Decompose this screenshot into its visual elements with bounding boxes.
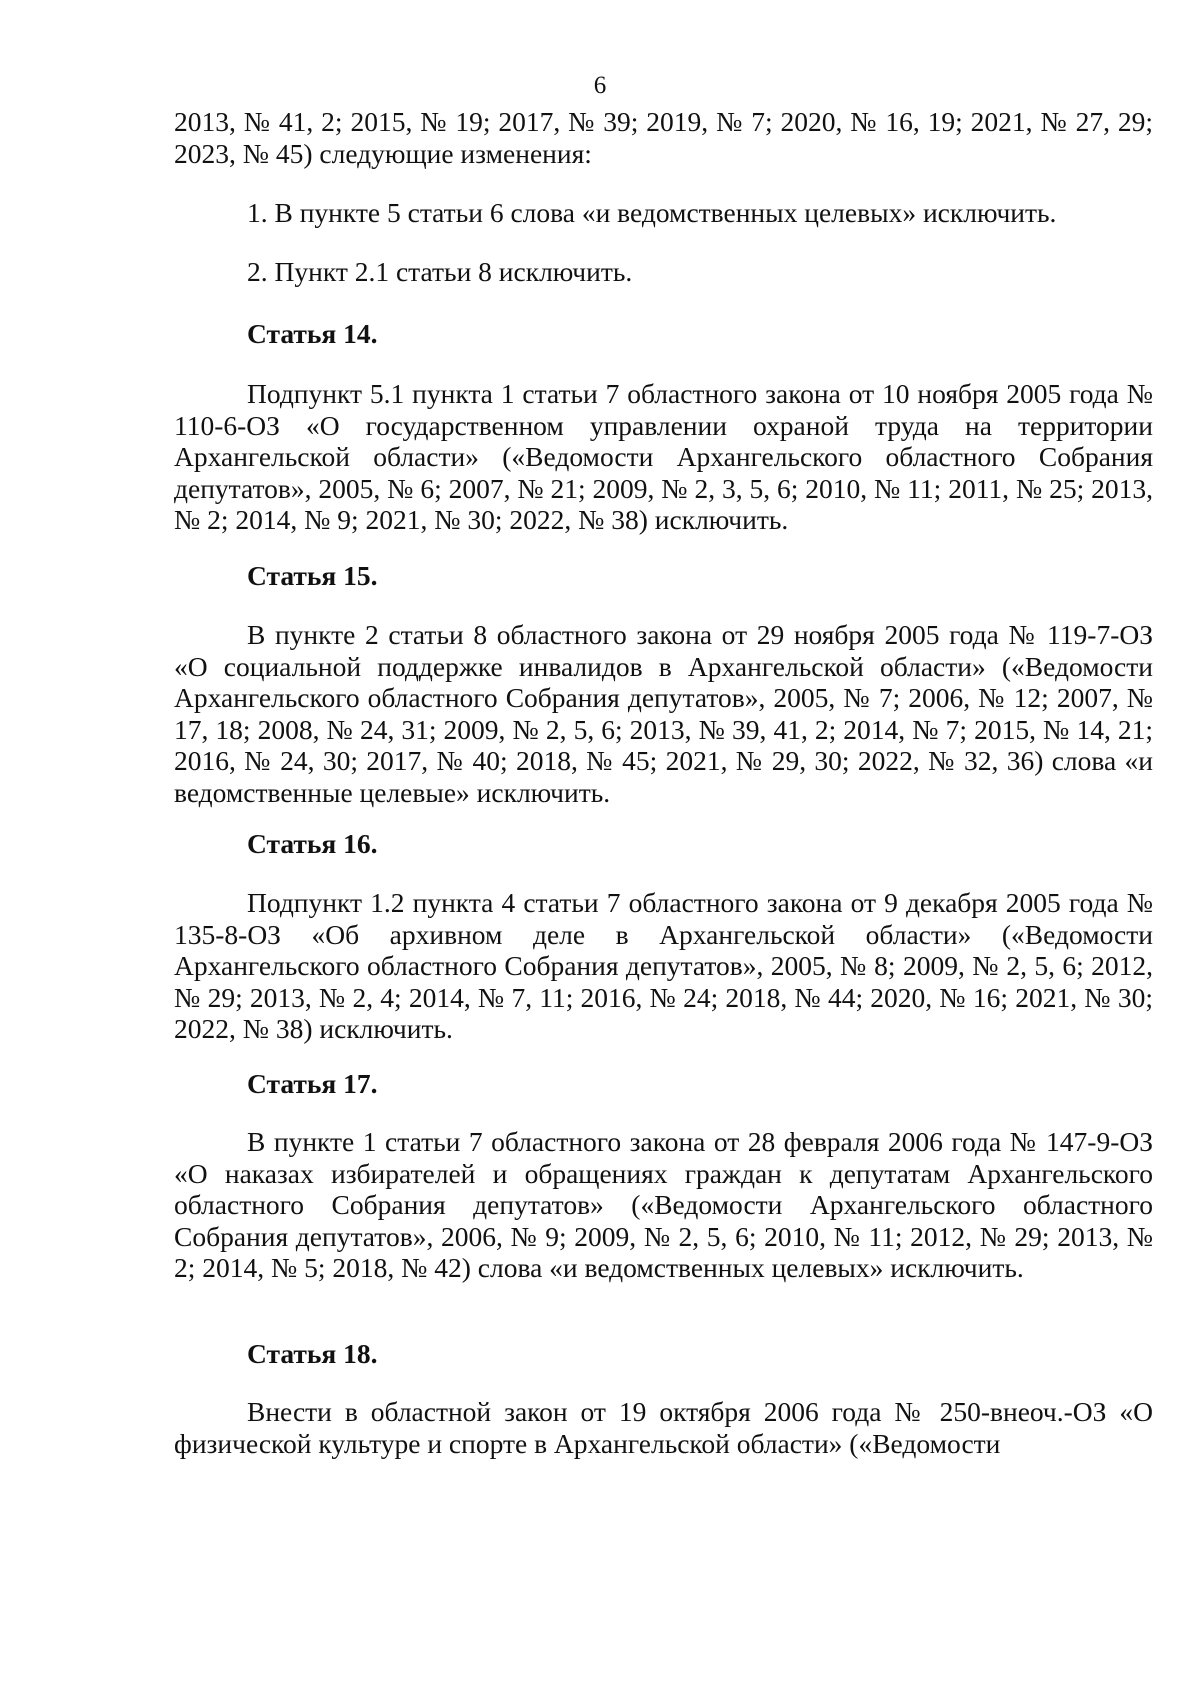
paragraph-item-2: 2. Пункт 2.1 статьи 8 исключить.: [247, 256, 633, 287]
paragraph-article-14: Подпункт 5.1 пункта 1 статьи 7 областного закона от 10 ноября 2005 года № 110-6-ОЗ «О государственном управлении охраной труда на территории Архангельской области» («Ведомости Архангельского областного Собрания депутатов», 2005, № 6; 2007, № 21; 2009, № 2, 3, 5, 6; 2010, № 11; 2011, № 25; 2013, № 2; 2014, № 9; 2021, № 30; 2022, № 38) исключить.: [174, 378, 1153, 536]
paragraph-article-18: Внести в областной закон от 19 октября 2006 года № 250-внеоч.-ОЗ «О физической культуре и спорте в Архангельской области» («Ведомости: [174, 1396, 1153, 1459]
paragraph-item-1: 1. В пункте 5 статьи 6 слова «и ведомственных целевых» исключить.: [247, 197, 1057, 228]
heading-article-16: Статья 16.: [247, 828, 378, 859]
heading-article-14: Статья 14.: [247, 318, 378, 349]
paragraph-amendments-intro: 2013, № 41, 2; 2015, № 19; 2017, № 39; 2019, № 7; 2020, № 16, 19; 2021, № 27, 29; 2023, № 45) следующие изменения:: [174, 106, 1153, 169]
paragraph-article-16: Подпункт 1.2 пункта 4 статьи 7 областного закона от 9 декабря 2005 года № 135-8-ОЗ «Об архивном деле в Архангельской области» («Ведомости Архангельского областного Собрания депутатов», 2005, № 8; 2009, № 2, 5, 6; 2012, № 29; 2013, № 2, 4; 2014, № 7, 11; 2016, № 24; 2018, № 44; 2020, № 16; 2021, № 30; 2022, № 38) исключить.: [174, 887, 1153, 1045]
heading-article-18: Статья 18.: [247, 1338, 378, 1369]
paragraph-article-15: В пункте 2 статьи 8 областного закона от 29 ноября 2005 года № 119-7-ОЗ «О социальной поддержке инвалидов в Архангельской области» («Ведомости Архангельского областного Собрания депутатов», 2005, № 7; 2006, № 12; 2007, № 17, 18; 2008, № 24, 31; 2009, № 2, 5, 6; 2013, № 39, 41, 2; 2014, № 7; 2015, № 14, 21; 2016, № 24, 30; 2017, № 40; 2018, № 45; 2021, № 29, 30; 2022, № 32, 36) слова «и ведомственные целевые» исключить.: [174, 619, 1153, 808]
heading-article-17: Статья 17.: [247, 1068, 378, 1099]
heading-article-15: Статья 15.: [247, 560, 378, 591]
page-number: 6: [593, 72, 607, 99]
paragraph-article-17: В пункте 1 статьи 7 областного закона от 28 февраля 2006 года № 147-9-ОЗ «О наказах избирателей и обращениях граждан к депутатам Архангельского областного Собрания депутатов» («Ведомости Архангельского областного Собрания депутатов», 2006, № 9; 2009, № 2, 5, 6; 2010, № 11; 2012, № 29; 2013, № 2; 2014, № 5; 2018, № 42) слова «и ведомственных целевых» исключить.: [174, 1126, 1153, 1284]
